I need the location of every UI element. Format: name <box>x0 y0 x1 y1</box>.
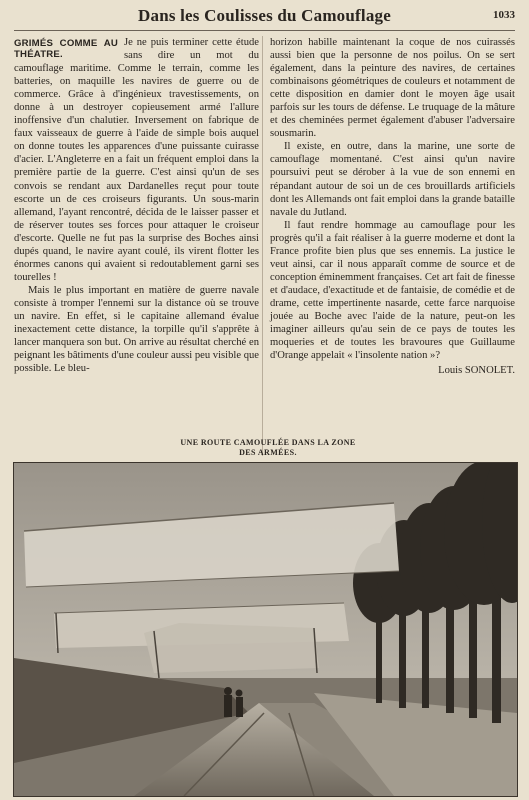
camouflaged-road-photo <box>13 462 518 797</box>
photo-caption: UNE ROUTE CAMOUFLÉE DANS LA ZONE DES ARMÉES. <box>180 438 356 457</box>
left-paragraph-2: Mais le plus important en matière de guerre navale consiste à tromper l'ennemi sur la distance où se trouve un navire. En effet, si le capitaine allemand évalue inexactement cette distance, la torpille qu'il s'apprête à lancer manquera son but. On arrive au résultat cherché en peignant les bâtiments d'une couleur aussi peu visible que possible. Le bleu- <box>14 284 259 375</box>
header-rule <box>14 30 515 31</box>
left-paragraph-1: Je ne puis terminer cette étude sans dire un mot du camouflage maritime. Comme le terrain, comme les batteries, on maquille les navires de guerre ou de commerce. Grâce à d'ingénieux travestissements, on donne à un destroyer copieusement armé l'allure inoffensive d'un chalutier. Inversement on fabrique de faux vaisseaux de guerre à l'aide de simple bois auquel on donne toutes les apparences d'une puissante cuirasse d'acier. L'Angleterre en a fait un fréquent emploi dans la première partie de la guerre. C'est ainsi qu'un de ses convois se rendant aux Dardanelles reçut pour toute escorte un de ces croiseurs figurants. Un sous-marin allemand, l'ayant rencontré, décida de le laisser passer et de réserver toutes ses forces pour attaquer le croiseur d'escorte. Quelle ne fut pas la surprise des Boches ainsi dupés quand, le navire ayant coulé, ils virent flotter les énormes canons qui avaient si redoutablement garni ses tourelles ! <box>14 37 259 283</box>
page-number: 1033 <box>493 9 515 21</box>
right-paragraph-3: Il faut rendre hommage au camouflage pour les progrès qu'il a fait réaliser à la guerre moderne et dont la France profite bien plus que ses ennemis. La justice le veut ainsi, car il nous apparaît comme de source et de conception éminemment françaises. Cet art fait de finesse et d'audace, d'exactitude et de fantaisie, de comédie et de drame, cette impertinente nasarde, cette farce narquoise jouée au Boche avec l'aide de la nature, peut-on les imaginer ailleurs qu'au sein de ce pays de toutes les moqueries et de toutes les bravoures que Guillaume d'Orange appelait « l'insolente nation »? <box>270 219 515 362</box>
page-header <box>14 6 515 28</box>
author-signature: Louis SONOLET. <box>438 365 515 377</box>
column-divider <box>262 36 263 456</box>
right-paragraph-2: Il existe, en outre, dans la marine, une sorte de camouflage momentané. C'est ainsi qu'un navire poursuivi peut se dérober à la vue de son ennemi en répandant autour de soi un de ces brouillards artificiels dont les Allemands ont fait emploi dans la grande bataille navale du Jutland. <box>270 141 515 218</box>
right-column <box>270 36 515 377</box>
right-paragraph-1: horizon habille maintenant la coque de nos cuirassés aussi bien que la personne de nos poilus. On se sert également, dans la peinture des navires, de certaines combinaisons géométriques de couleurs et notamment de cette disposition en damier dont le moyen âge usait parfois sur les tours de défense. Le truquage de la mâture et des cheminées permet également d'abuser l'adversaire sousmarin. <box>270 37 515 140</box>
left-column <box>14 36 259 375</box>
section-subhead: GRIMÉS COMME AU THÉATRE. <box>14 38 118 60</box>
running-title: Dans les Coulisses du Camouflage <box>138 6 391 25</box>
